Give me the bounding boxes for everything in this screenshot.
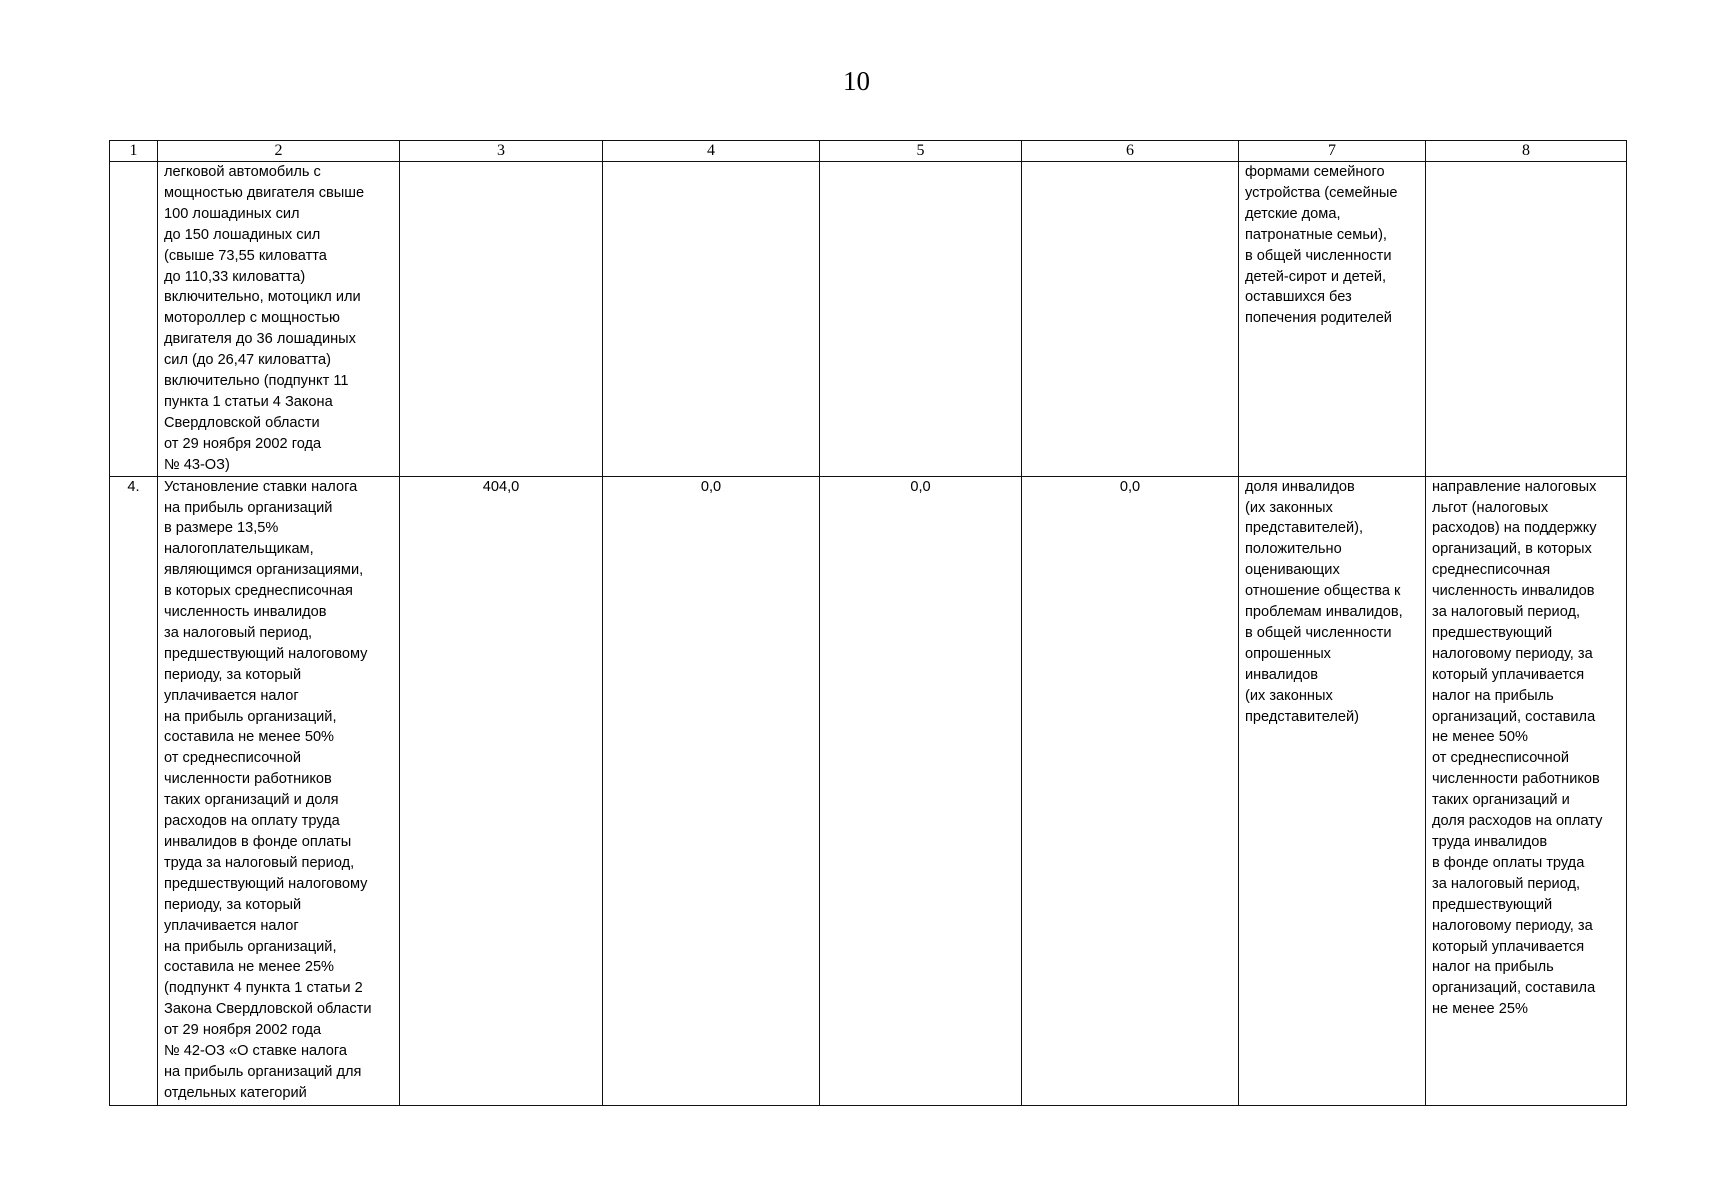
value-cell-3: 404,0 (400, 476, 603, 1105)
description-cell: легковой автомобиль с мощностью двигателя свыше 100 лошадиных сил до 150 лошадиных сил (свыше 73,55 киловатта до 110,33 киловатта) включительно, мотоцикл или мотороллер с мощностью двигателя до 36 лошадиных сил (до 26,47 киловатта) включительно (подпункт 11 пункта 1 статьи 4 Закона Свердловской области от 29 ноября 2002 года № 43-ОЗ) (158, 162, 400, 477)
column-header-6: 6 (1022, 141, 1239, 162)
table-row (110, 162, 1627, 477)
column-header-2: 2 (158, 141, 400, 162)
row-number-cell (110, 162, 158, 477)
data-table (109, 140, 1627, 1106)
indicator-cell: доля инвалидов (их законных представителей), положительно оценивающих отношение общества к проблемам инвалидов, в общей численности опрошенных инвалидов (их законных представителей) (1239, 476, 1426, 1105)
column-header-4: 4 (603, 141, 820, 162)
column-header-8: 8 (1426, 141, 1627, 162)
column-header-1: 1 (110, 141, 158, 162)
value-cell-6 (1022, 162, 1239, 477)
page-number: 10 (843, 66, 870, 96)
description-cell: Установление ставки налога на прибыль организаций в размере 13,5% налогоплательщикам, являющимся организациями, в которых среднесписочная численность инвалидов за налоговый период, предшествующий налоговому периоду, за который уплачивается налог на прибыль организаций, составила не менее 50% от среднесписочной численности работников таких организаций и доля расходов на оплату труда инвалидов в фонде оплаты труда за налоговый период, предшествующий налоговому периоду, за который уплачивается налог на прибыль организаций, составила не менее 25% (подпункт 4 пункта 1 статьи 2 Закона Свердловской области от 29 ноября 2002 года № 42-ОЗ «О ставке налога на прибыль организаций для отдельных категорий (158, 476, 400, 1105)
value-cell-6: 0,0 (1022, 476, 1239, 1105)
value-cell-4: 0,0 (603, 476, 820, 1105)
purpose-cell: направление налоговых льгот (налоговых расходов) на поддержку организаций, в которых среднесписочная численность инвалидов за налоговый период, предшествующий налоговому периоду, за который уплачивается налог на прибыль организаций, составила не менее 50% от среднесписочной численности работников таких организаций и доля расходов на оплату труда инвалидов в фонде оплаты труда за налоговый период, предшествующий налоговому периоду, за который уплачивается налог на прибыль организаций, составила не менее 25% (1426, 476, 1627, 1105)
table-row (110, 476, 1627, 1105)
value-cell-5 (820, 162, 1022, 477)
row-number-cell: 4. (110, 476, 158, 1105)
indicator-cell: формами семейного устройства (семейные детские дома, патронатные семьи), в общей численности детей-сирот и детей, оставшихся без попечения родителей (1239, 162, 1426, 477)
column-header-5: 5 (820, 141, 1022, 162)
value-cell-3 (400, 162, 603, 477)
column-header-3: 3 (400, 141, 603, 162)
value-cell-4 (603, 162, 820, 477)
purpose-cell (1426, 162, 1627, 477)
value-cell-5: 0,0 (820, 476, 1022, 1105)
header-row (110, 141, 1627, 162)
column-header-7: 7 (1239, 141, 1426, 162)
